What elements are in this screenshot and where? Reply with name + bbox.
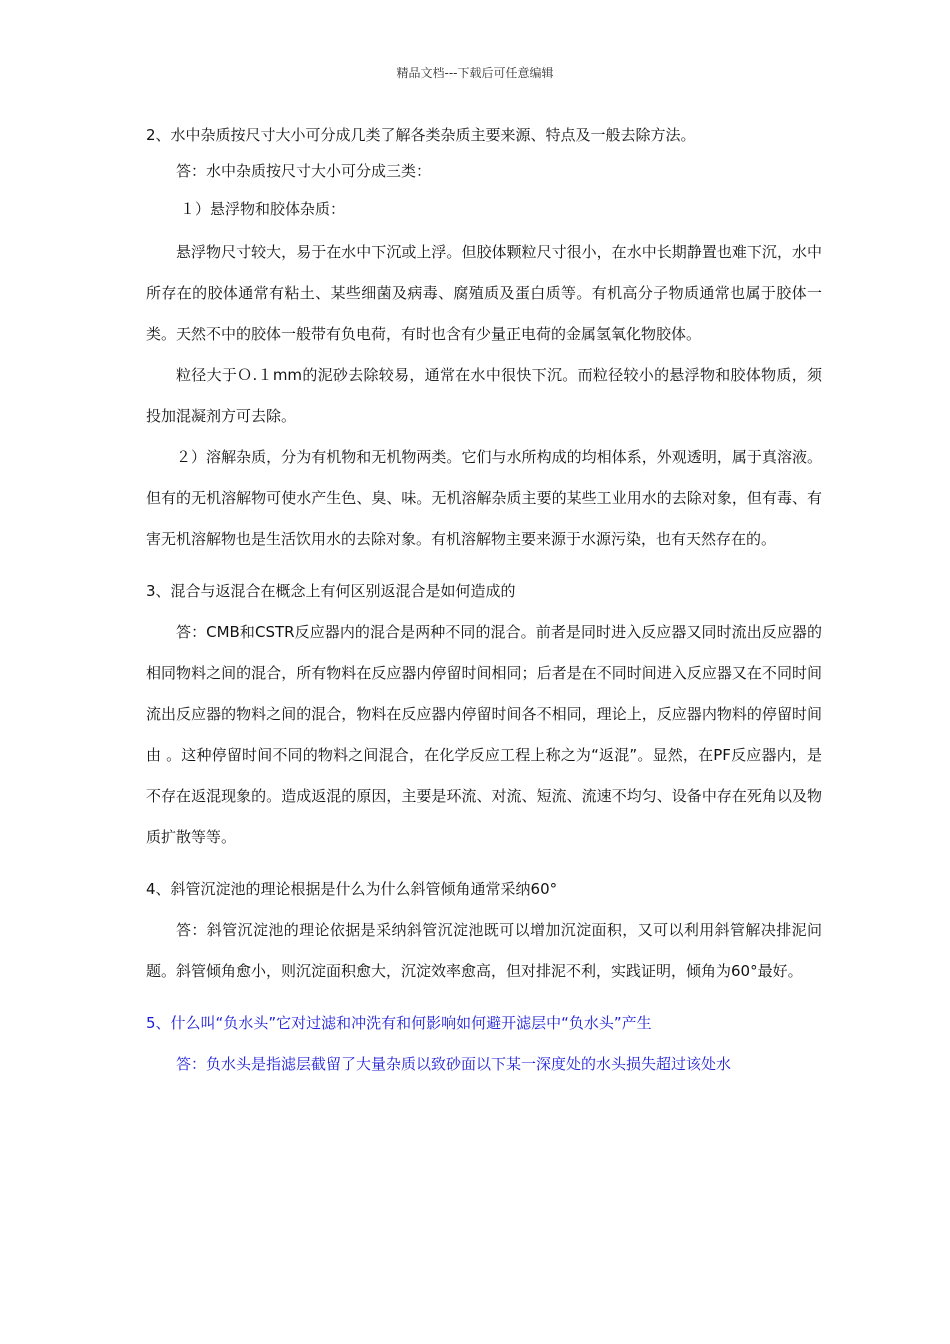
question-3-answer: 答：CMB和CSTR反应器内的混合是两种不同的混合。前者是同时进入反应器又同时流出反应器的相同物料之间的混合，所有物料在反应器内停留时间相同；后者是在不同时间进入反应器又在不同时间流出反应器的物料之间的混合，物料在反应器内停留时间各不相同，理论上，反应器内物料的停留时间由 。这种停留时间不同的物料之间混合，在化学反应工程上称之为“返混”。显然，在PF反应器内，是不存在返混现象的。造成返混的原因，主要是环流、对流、短流、流速不均匀、设备中存在死角以及物质扩散等等。 [146, 623, 822, 846]
question-2-title: 2、水中杂质按尺寸大小可分成几类了解各类杂质主要来源、特点及一般去除方法。 [146, 126, 696, 144]
document-body [146, 124, 822, 1085]
question-2-answer-intro: 答：水中杂质按尺寸大小可分成三类： [176, 162, 432, 180]
question-3-title: 3、混合与返混合在概念上有何区别返混合是如何造成的 [146, 582, 516, 600]
page-header: 精品文档---下载后可任意编辑 [396, 66, 554, 80]
question-2-paragraph-1: 悬浮物尺寸较大，易于在水中下沉或上浮。但胶体颗粒尺寸很小，在水中长期静置也难下沉，水中所存在的胶体通常有粘土、某些细菌及病毒、腐殖质及蛋白质等。有机高分子物质通常也属于胶体一类。天然不中的胶体一般带有负电荷，有时也含有少量正电荷的金属氢氧化物胶体。 [146, 243, 822, 343]
question-2-subheading-1: １）悬浮物和胶体杂质： [180, 200, 346, 218]
question-5-answer: 答：负水头是指滤层截留了大量杂质以致砂面以下某一深度处的水头损失超过该处水 [176, 1055, 732, 1073]
question-4-answer: 答：斜管沉淀池的理论依据是采纳斜管沉淀池既可以增加沉淀面积，又可以利用斜管解决排泥问题。斜管倾角愈小，则沉淀面积愈大，沉淀效率愈高，但对排泥不利，实践证明，倾角为60°最好。 [146, 921, 822, 980]
question-2-paragraph-3: ２）溶解杂质，分为有机物和无机物两类。它们与水所构成的均相体系，外观透明，属于真溶液。但有的无机溶解物可使水产生色、臭、味。无机溶解杂质主要的某些工业用水的去除对象，但有毒、有害无机溶解物也是生活饮用水的去除对象。有机溶解物主要来源于水源污染，也有天然存在的。 [146, 448, 822, 548]
question-4-title: 4、斜管沉淀池的理论根据是什么为什么斜管倾角通常采纳60° [146, 880, 558, 898]
question-5-title: 5、什么叫“负水头”它对过滤和冲洗有和何影响如何避开滤层中“负水头”产生 [146, 1014, 652, 1032]
question-2-paragraph-2: 粒径大于Ｏ.１mm的泥砂去除较易，通常在水中很快下沉。而粒径较小的悬浮物和胶体物质，须投加混凝剂方可去除。 [146, 366, 822, 425]
